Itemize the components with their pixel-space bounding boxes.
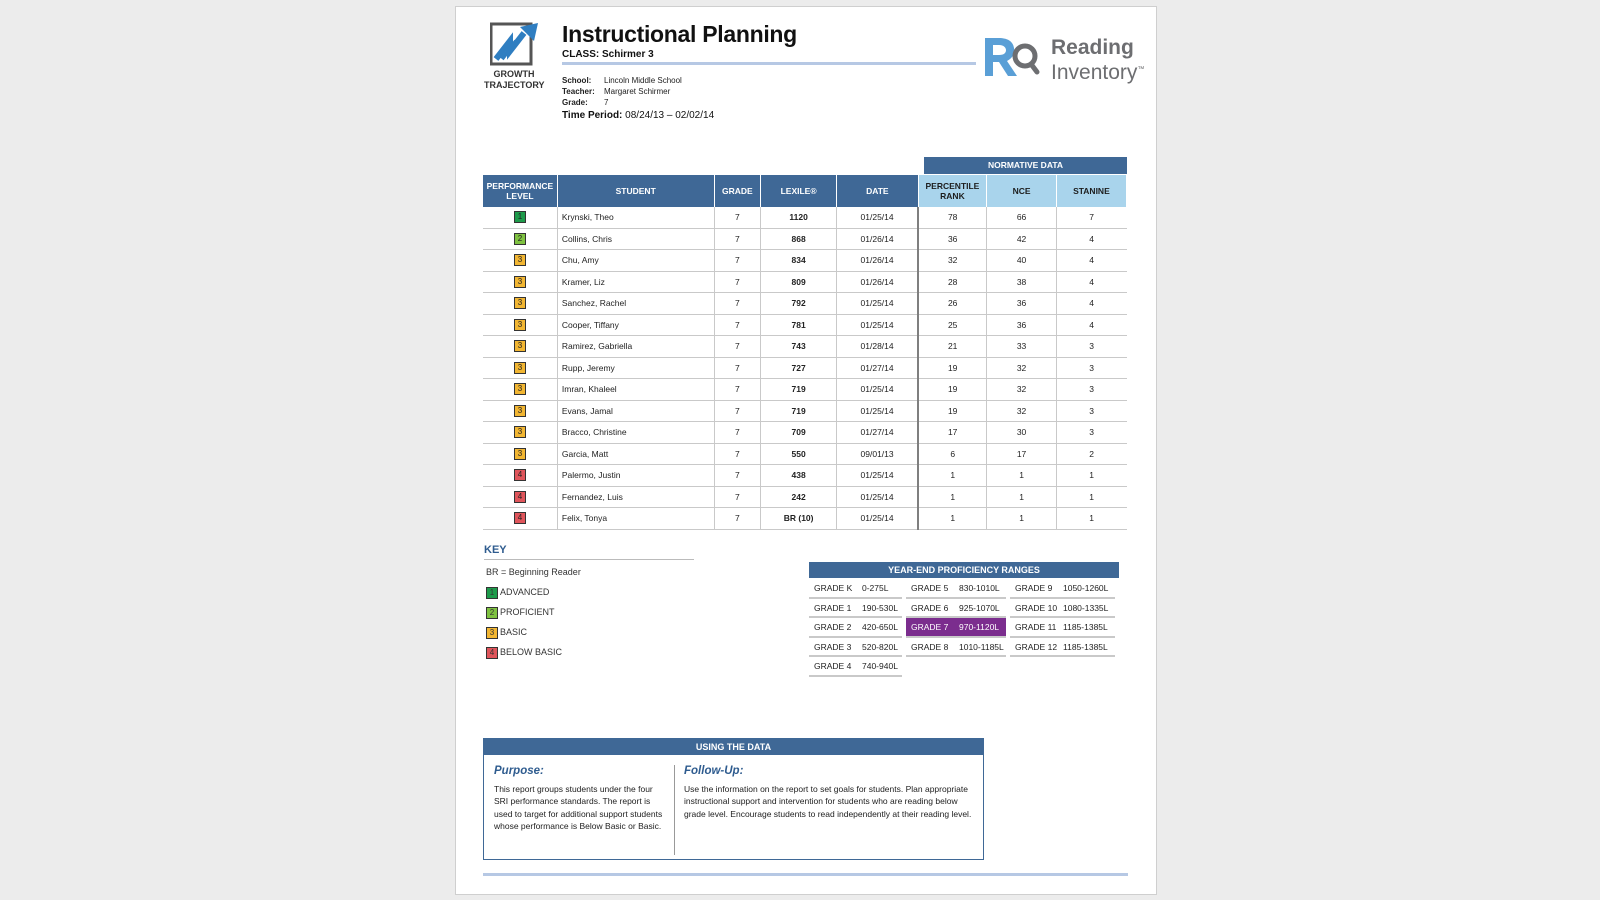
cell-level: [483, 336, 557, 358]
cell-student: Sanchez, Rachel: [557, 293, 714, 315]
cell-date: 01/27/14: [837, 422, 919, 444]
table-header-row: [483, 175, 1127, 207]
range-value: 1185-1385L: [1063, 622, 1108, 632]
range-value: 190-530L: [862, 602, 898, 613]
table-row: [483, 465, 1127, 487]
cell-lexile: 781: [761, 314, 837, 336]
page-title: Instructional Planning: [562, 21, 797, 47]
key-legend: [486, 567, 581, 667]
col-performance-level: PERFORMANCE LEVEL: [483, 175, 557, 207]
cell-percentile: 1: [918, 465, 987, 487]
performance-level-badge: 3: [514, 276, 526, 288]
cell-percentile: 1: [918, 486, 987, 508]
range-grade: GRADE K: [814, 583, 853, 593]
range-grade: GRADE 6: [911, 602, 949, 613]
cell-lexile: 719: [761, 400, 837, 422]
cell-level: [483, 314, 557, 336]
cell-percentile: 32: [918, 250, 987, 272]
key-br-note: BR = Beginning Reader: [486, 567, 581, 577]
school-value: Lincoln Middle School: [604, 76, 682, 85]
range-grade: GRADE 8: [911, 641, 949, 652]
range-value: 970-1120L: [959, 622, 1000, 632]
range-value: 520-820L: [862, 641, 898, 652]
ranges-title: YEAR-END PROFICIENCY RANGES: [809, 562, 1119, 578]
key-badge: 2: [486, 607, 498, 619]
cell-grade: 7: [714, 379, 761, 401]
cell-date: 01/26/14: [837, 271, 919, 293]
range-value: 0-275L: [862, 583, 889, 593]
cell-level: [483, 207, 557, 228]
cell-percentile: 6: [918, 443, 987, 465]
logo-label-growth: GROWTH: [493, 69, 535, 79]
cell-grade: 7: [714, 465, 761, 487]
cell-percentile: 19: [918, 379, 987, 401]
cell-nce: 33: [987, 336, 1057, 358]
grade-label: Grade:: [562, 98, 588, 107]
cell-lexile: 727: [761, 357, 837, 379]
cell-percentile: 28: [918, 271, 987, 293]
cell-level: [483, 465, 557, 487]
key-item: [486, 587, 581, 607]
cell-date: 01/25/14: [837, 508, 919, 530]
cell-percentile: 1: [918, 508, 987, 530]
range-grade: GRADE 5: [911, 583, 949, 593]
cell-lexile: 709: [761, 422, 837, 444]
table-row: [483, 400, 1127, 422]
using-the-data-box: [483, 738, 984, 860]
range-grade: GRADE 11: [1015, 622, 1057, 632]
cell-lexile: 792: [761, 293, 837, 315]
range-grade: GRADE 4: [814, 661, 852, 671]
cell-date: 01/28/14: [837, 336, 919, 358]
cell-student: Garcia, Matt: [557, 443, 714, 465]
cell-stanine: 1: [1056, 465, 1126, 487]
col-student: STUDENT: [557, 175, 714, 207]
cell-stanine: 1: [1056, 508, 1126, 530]
key-badge: 3: [486, 627, 498, 639]
cell-stanine: 3: [1056, 422, 1126, 444]
range-cell: [809, 657, 902, 677]
logo-label-trajectory: TRAJECTORY: [484, 80, 545, 90]
range-grade: GRADE 9: [1015, 583, 1053, 593]
cell-nce: 32: [987, 379, 1057, 401]
cell-lexile: 550: [761, 443, 837, 465]
cell-stanine: 3: [1056, 336, 1126, 358]
cell-nce: 42: [987, 228, 1057, 250]
key-divider: [484, 559, 694, 560]
range-value: 420-650L: [862, 622, 898, 632]
key-item: [486, 647, 581, 667]
cell-grade: 7: [714, 400, 761, 422]
cell-lexile: 242: [761, 486, 837, 508]
key-item: [486, 607, 581, 627]
table-row: [483, 293, 1127, 315]
range-grade: GRADE 2: [814, 622, 852, 632]
cell-lexile: 743: [761, 336, 837, 358]
report-page: [455, 6, 1157, 895]
range-value: 1050-1260L: [1063, 583, 1109, 593]
range-value: 1010-1185L: [959, 641, 1004, 652]
cell-percentile: 25: [918, 314, 987, 336]
cell-level: [483, 357, 557, 379]
followup-title: Follow-Up:: [684, 765, 744, 777]
cell-student: Ramirez, Gabriella: [557, 336, 714, 358]
purpose-text: This report groups students under the four SRI performance standards. The report is used to target for additional support students whose performance is Below Basic or Basic.: [494, 783, 663, 831]
cell-date: 01/25/14: [837, 207, 919, 228]
performance-level-badge: 3: [514, 405, 526, 417]
cell-nce: 17: [987, 443, 1057, 465]
cell-date: 01/25/14: [837, 465, 919, 487]
col-grade: GRADE: [714, 175, 761, 207]
cell-stanine: 4: [1056, 314, 1126, 336]
cell-level: [483, 271, 557, 293]
cell-lexile: 719: [761, 379, 837, 401]
header-divider: [562, 62, 976, 65]
key-title: KEY: [484, 544, 507, 556]
cell-student: Bracco, Christine: [557, 422, 714, 444]
cell-lexile: 868: [761, 228, 837, 250]
table-row: [483, 271, 1127, 293]
table-row: [483, 508, 1127, 530]
cell-nce: 36: [987, 293, 1057, 315]
cell-nce: 1: [987, 486, 1057, 508]
cell-percentile: 36: [918, 228, 987, 250]
time-period-value: 08/24/13 – 02/02/14: [625, 110, 715, 121]
cell-level: [483, 508, 557, 530]
cell-student: Evans, Jamal: [557, 400, 714, 422]
cell-nce: 38: [987, 271, 1057, 293]
key-badge: 1: [486, 587, 498, 599]
purpose-title: Purpose:: [494, 765, 544, 777]
cell-grade: 7: [714, 271, 761, 293]
followup-section: [684, 765, 974, 820]
cell-lexile: 809: [761, 271, 837, 293]
cell-percentile: 78: [918, 207, 987, 228]
range-grade: GRADE 7: [911, 622, 949, 632]
cell-date: 01/26/14: [837, 228, 919, 250]
performance-level-badge: 3: [514, 448, 526, 460]
col-nce: NCE: [987, 175, 1057, 207]
report-meta: [562, 75, 682, 108]
cell-grade: 7: [714, 422, 761, 444]
table-row: [483, 379, 1127, 401]
performance-level-badge: 3: [514, 426, 526, 438]
cell-stanine: 3: [1056, 379, 1126, 401]
cell-level: [483, 250, 557, 272]
range-value: 1080-1335L: [1063, 602, 1109, 613]
cell-student: Rupp, Jeremy: [557, 357, 714, 379]
followup-text: Use the information on the report to set goals for students. Plan appropriate instructional support and intervention for students who are reading below grade level. Encourage students to read independently at their reading level.: [684, 783, 972, 819]
range-cell: [906, 638, 1006, 658]
performance-level-badge: 3: [514, 340, 526, 352]
cell-student: Felix, Tonya: [557, 508, 714, 530]
cell-date: 01/25/14: [837, 314, 919, 336]
cell-level: [483, 379, 557, 401]
cell-stanine: 2: [1056, 443, 1126, 465]
cell-nce: 32: [987, 400, 1057, 422]
cell-grade: 7: [714, 250, 761, 272]
table-row: [483, 422, 1127, 444]
col-lexile: LEXILE®: [761, 175, 837, 207]
range-cell: [906, 579, 1006, 599]
range-cell: [1010, 579, 1115, 599]
cell-level: [483, 422, 557, 444]
cell-nce: 66: [987, 207, 1057, 228]
cell-nce: 36: [987, 314, 1057, 336]
school-label: School:: [562, 76, 592, 85]
range-cell: [1010, 638, 1115, 658]
cell-level: [483, 293, 557, 315]
cell-grade: 7: [714, 207, 761, 228]
cell-lexile: BR (10): [761, 508, 837, 530]
ranges-grid: [809, 579, 1119, 677]
normative-data-header: NORMATIVE DATA: [924, 157, 1127, 174]
cell-level: [483, 486, 557, 508]
performance-level-badge: 3: [514, 254, 526, 266]
performance-level-badge: 4: [514, 469, 526, 481]
performance-level-badge: 3: [514, 297, 526, 309]
table-row: [483, 357, 1127, 379]
range-value: 830-1010L: [959, 583, 1000, 593]
cell-stanine: 3: [1056, 357, 1126, 379]
cell-stanine: 4: [1056, 271, 1126, 293]
range-grade: GRADE 10: [1015, 602, 1058, 613]
key-label: PROFICIENT: [500, 607, 555, 617]
student-table: [483, 175, 1127, 530]
using-divider: [674, 765, 675, 855]
brand-name: [1051, 37, 1144, 84]
cell-percentile: 19: [918, 400, 987, 422]
using-title: USING THE DATA: [484, 739, 983, 755]
range-grade: GRADE 1: [814, 602, 852, 613]
range-empty: [1010, 657, 1119, 677]
range-grade: GRADE 3: [814, 641, 852, 652]
teacher-label: Teacher:: [562, 87, 595, 96]
performance-level-badge: 4: [514, 491, 526, 503]
table-row: [483, 486, 1127, 508]
cell-student: Fernandez, Luis: [557, 486, 714, 508]
cell-date: 01/25/14: [837, 486, 919, 508]
col-date: DATE: [837, 175, 919, 207]
range-cell: [906, 618, 1006, 638]
range-grade: GRADE 12: [1015, 641, 1058, 652]
cell-student: Chu, Amy: [557, 250, 714, 272]
brand-trademark: ™: [1137, 66, 1145, 73]
cell-percentile: 21: [918, 336, 987, 358]
cell-student: Krynski, Theo: [557, 207, 714, 228]
col-percentile-rank: PERCENTILE RANK: [918, 175, 987, 207]
performance-level-badge: 1: [514, 211, 526, 223]
purpose-section: [494, 765, 664, 833]
cell-student: Cooper, Tiffany: [557, 314, 714, 336]
cell-grade: 7: [714, 508, 761, 530]
cell-stanine: 4: [1056, 250, 1126, 272]
range-empty: [906, 657, 1010, 677]
cell-percentile: 19: [918, 357, 987, 379]
cell-grade: 7: [714, 228, 761, 250]
col-stanine: STANINE: [1056, 175, 1126, 207]
cell-grade: 7: [714, 357, 761, 379]
cell-stanine: 4: [1056, 293, 1126, 315]
table-row: [483, 207, 1127, 228]
time-period: [562, 110, 714, 121]
cell-level: [483, 228, 557, 250]
proficiency-ranges: [809, 562, 1119, 677]
performance-level-badge: 3: [514, 362, 526, 374]
cell-grade: 7: [714, 486, 761, 508]
cell-stanine: 3: [1056, 400, 1126, 422]
cell-student: Palermo, Justin: [557, 465, 714, 487]
cell-date: 01/25/14: [837, 293, 919, 315]
cell-grade: 7: [714, 314, 761, 336]
key-label: BASIC: [500, 627, 528, 637]
key-item: [486, 627, 581, 647]
table-row: [483, 250, 1127, 272]
performance-level-badge: 4: [514, 512, 526, 524]
grade-value: 7: [604, 98, 609, 107]
growth-trajectory-icon: [490, 21, 542, 67]
cell-grade: 7: [714, 443, 761, 465]
range-cell: [809, 618, 902, 638]
cell-date: 01/26/14: [837, 250, 919, 272]
range-cell: [809, 599, 902, 619]
cell-student: Collins, Chris: [557, 228, 714, 250]
footer-divider: [483, 873, 1128, 876]
cell-stanine: 1: [1056, 486, 1126, 508]
key-label: ADVANCED: [500, 587, 550, 597]
table-row: [483, 336, 1127, 358]
cell-nce: 1: [987, 508, 1057, 530]
reading-inventory-logo: [981, 34, 1151, 86]
cell-level: [483, 443, 557, 465]
range-value: 925-1070L: [959, 602, 1000, 613]
cell-student: Kramer, Liz: [557, 271, 714, 293]
cell-lexile: 834: [761, 250, 837, 272]
key-badge: 4: [486, 647, 498, 659]
cell-date: 09/01/13: [837, 443, 919, 465]
table-row: [483, 443, 1127, 465]
performance-level-badge: 3: [514, 319, 526, 331]
cell-percentile: 17: [918, 422, 987, 444]
cell-grade: 7: [714, 293, 761, 315]
ri-magnifier-icon: [981, 34, 1047, 80]
brand-line-1: Reading: [1051, 36, 1134, 59]
cell-date: 01/25/14: [837, 400, 919, 422]
class-name: CLASS: Schirmer 3: [562, 49, 654, 60]
range-cell: [1010, 599, 1115, 619]
table-row: [483, 228, 1127, 250]
range-cell: [809, 638, 902, 658]
cell-nce: 40: [987, 250, 1057, 272]
key-label: BELOW BASIC: [500, 647, 563, 657]
cell-lexile: 1120: [761, 207, 837, 228]
teacher-value: Margaret Schirmer: [604, 87, 671, 96]
growth-trajectory-logo: [484, 21, 544, 91]
brand-line-2-text: Inventory: [1051, 61, 1138, 84]
performance-level-badge: 3: [514, 383, 526, 395]
cell-grade: 7: [714, 336, 761, 358]
performance-level-badge: 2: [514, 233, 526, 245]
range-cell: [809, 579, 902, 599]
range-cell: [1010, 618, 1115, 638]
cell-level: [483, 400, 557, 422]
cell-stanine: 4: [1056, 228, 1126, 250]
cell-date: 01/25/14: [837, 379, 919, 401]
brand-line-2: [1051, 59, 1144, 84]
time-period-label: Time Period:: [562, 110, 623, 121]
table-row: [483, 314, 1127, 336]
range-cell: [906, 599, 1006, 619]
cell-nce: 32: [987, 357, 1057, 379]
cell-nce: 30: [987, 422, 1057, 444]
cell-student: Imran, Khaleel: [557, 379, 714, 401]
cell-percentile: 26: [918, 293, 987, 315]
range-value: 740-940L: [862, 661, 898, 671]
cell-stanine: 7: [1056, 207, 1126, 228]
range-value: 1185-1385L: [1063, 641, 1108, 652]
cell-lexile: 438: [761, 465, 837, 487]
cell-nce: 1: [987, 465, 1057, 487]
cell-date: 01/27/14: [837, 357, 919, 379]
